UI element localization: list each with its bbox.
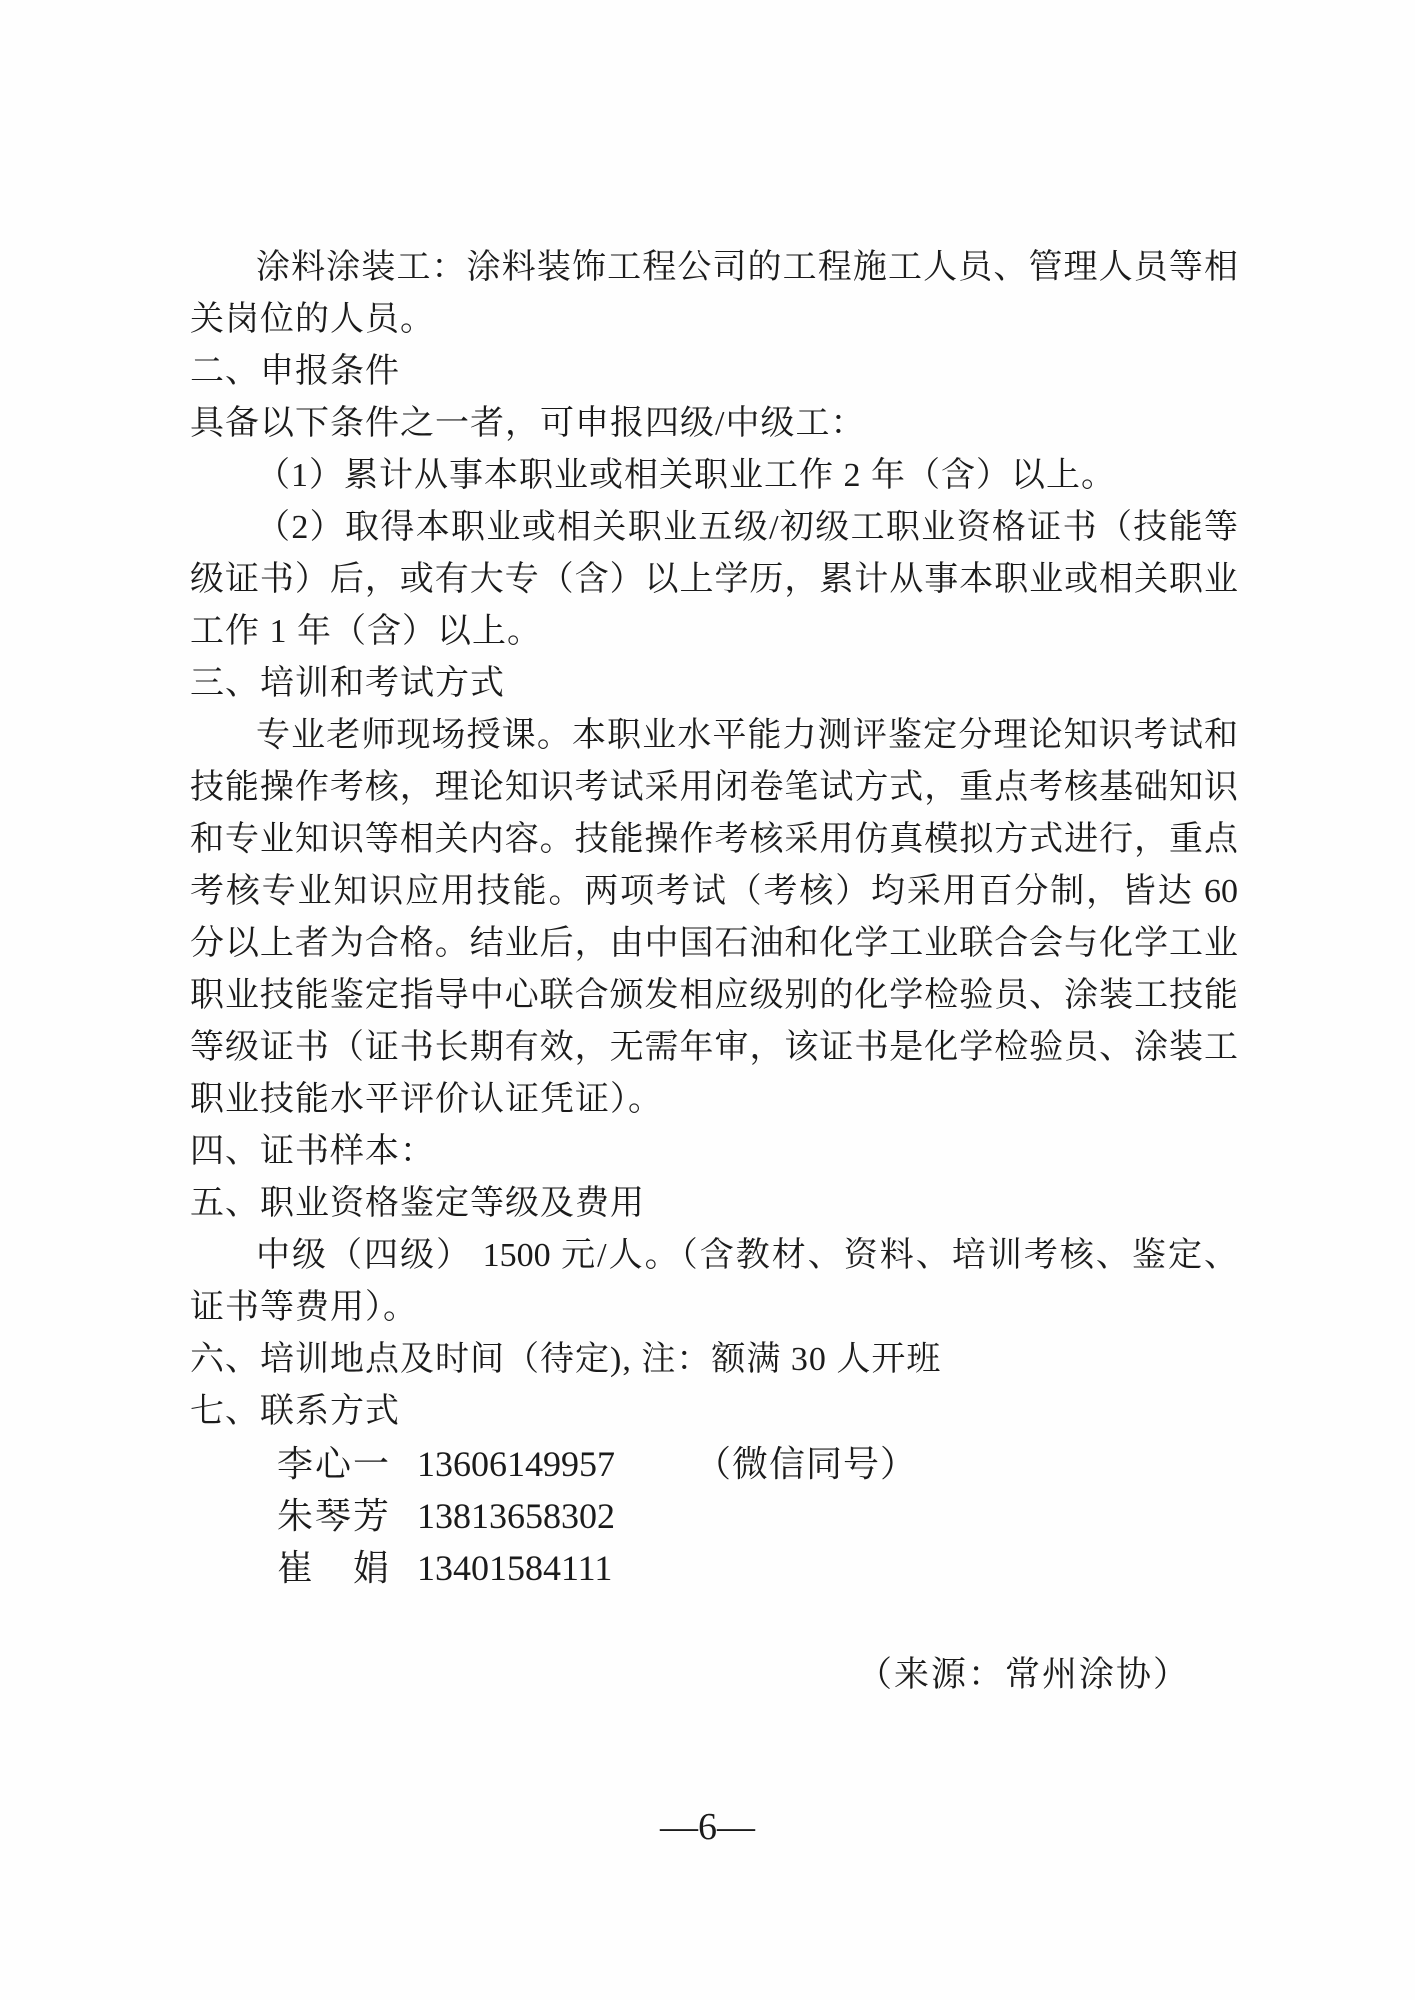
contact-name: 李心一 xyxy=(277,1444,392,1484)
list-item: （2）取得本职业或相关职业五级/初级工职业资格证书（技能等 xyxy=(256,509,1238,546)
text-line: 级证书）后，或有大专（含）以上学历，累计从事本职业或相关职业 xyxy=(190,561,1238,598)
text-line: 工作 1 年（含）以上。 xyxy=(190,613,542,650)
contact-name: 崔 娟 xyxy=(277,1548,392,1588)
text-line: 证书等费用）。 xyxy=(190,1289,418,1326)
contact-phone: 13401584111 xyxy=(417,1548,613,1588)
section-heading: 七、联系方式 xyxy=(190,1393,400,1430)
contact-row xyxy=(190,1438,1238,1490)
section-heading: 三、培训和考试方式 xyxy=(190,665,505,702)
text-line: 职业技能鉴定指导中心联合颁发相应级别的化学检验员、涂装工技能 xyxy=(190,977,1238,1014)
text-line: 考核专业知识应用技能。两项考试（考核）均采用百分制，皆达 60 xyxy=(190,873,1238,910)
text-line: 等级证书（证书长期有效，无需年审，该证书是化学检验员、涂装工 xyxy=(190,1029,1238,1066)
contact-phone: 13813658302 xyxy=(417,1496,615,1536)
text-line: 技能操作考核，理论知识考试采用闭卷笔试方式，重点考核基础知识 xyxy=(190,769,1238,806)
contact-row xyxy=(190,1490,1238,1542)
text-line: 职业技能水平评价认证凭证）。 xyxy=(190,1081,663,1118)
section-heading: 二、申报条件 xyxy=(190,353,400,390)
contact-name: 朱琴芳 xyxy=(277,1496,392,1536)
source-attribution: （来源：常州涂协） xyxy=(856,1655,1190,1694)
page-number: —6— xyxy=(660,1806,755,1848)
text-line: 和专业知识等相关内容。技能操作考核采用仿真模拟方式进行，重点 xyxy=(190,821,1238,858)
list-item: （1）累计从事本职业或相关职业工作 2 年（含）以上。 xyxy=(256,457,1116,494)
text-line: 分以上者为合格。结业后，由中国石油和化学工业联合会与化学工业 xyxy=(190,925,1238,962)
text-line: 涂料涂装工：涂料装饰工程公司的工程施工人员、管理人员等相 xyxy=(256,249,1238,286)
section-heading: 五、职业资格鉴定等级及费用 xyxy=(190,1185,645,1222)
text-line: 专业老师现场授课。本职业水平能力测评鉴定分理论知识考试和 xyxy=(256,717,1238,754)
document-body xyxy=(190,242,1238,1594)
contact-note: （微信同号） xyxy=(695,1444,918,1484)
section-heading: 六、培训地点及时间（待定), 注：额满 30 人开班 xyxy=(190,1341,942,1378)
contact-phone: 13606149957 xyxy=(417,1444,615,1484)
text-line: 中级（四级） 1500 元/人。（含教材、资料、培训考核、鉴定、 xyxy=(256,1237,1238,1274)
section-heading: 四、证书样本： xyxy=(190,1133,435,1170)
text-line: 具备以下条件之一者，可申报四级/中级工： xyxy=(190,405,866,442)
contact-row xyxy=(190,1542,1238,1594)
text-line: 关岗位的人员。 xyxy=(190,301,435,338)
